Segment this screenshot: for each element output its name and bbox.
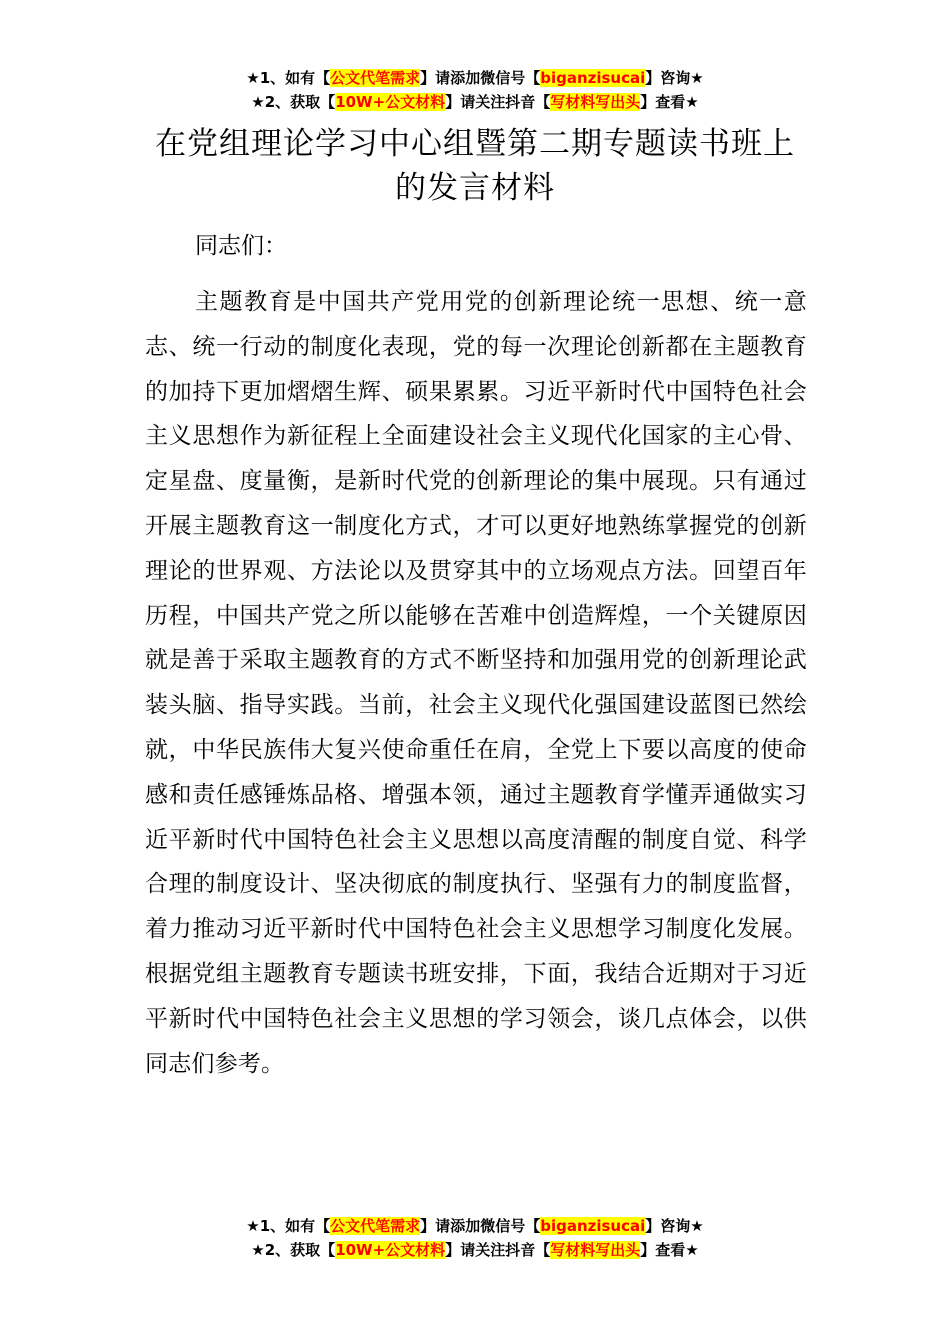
promo-service-highlight: 公文代笔需求 [330, 1217, 421, 1235]
promo-line-2 [0, 1238, 950, 1262]
promo-materials-highlight: 10W+公文材料 [335, 93, 446, 111]
promo-line-1-mid: 】请添 [420, 1217, 466, 1235]
promo-line-1-mid: 】请添 [420, 69, 466, 87]
footer-promo-banner [0, 1214, 950, 1262]
promo-line-1-prefix: ★1、如有【 [246, 69, 331, 87]
promo-line-2 [0, 90, 950, 114]
header-promo-banner [0, 66, 950, 114]
promo-line-1 [0, 1214, 950, 1238]
promo-line-1 [0, 66, 950, 90]
document-title: 在党组理论学习中心组暨第二期专题读书班上的发言材料 [155, 126, 795, 206]
promo-line-1-prefix: ★1、如有【 [246, 1217, 331, 1235]
promo-line-1-mid2: 微信号【 [480, 69, 541, 87]
promo-line-2-mid: 】请 [445, 93, 476, 111]
promo-line-2-mid2: 抖音【 [505, 1241, 551, 1259]
promo-line-1-bold: 加 [465, 69, 481, 87]
promo-service-highlight: 公文代笔需求 [330, 69, 421, 87]
promo-line-2-bold: 关注 [475, 93, 506, 111]
promo-wechat-id: biganzisucai [540, 69, 646, 87]
body-paragraph: 主题教育是中国共产党用党的创新理论统一思想、统一意志、统一行动的制度化表现，党的每一次理论创新都在主题教育的加持下更加熠熠生辉、硕果累累。习近平新时代中国特色社会主义思想作为新征程上全面建设社会主义现代化国家的主心骨、定星盘、度量衡，是新时代党的创新理论的集中展现。只有通过开展主题教育这一制度化方式，才可以更好地熟练掌握党的创新理论的世界观、方法论以及贯穿其中的立场观点方法。回望百年历程，中国共产党之所以能够在苦难中创造辉煌，一个关键原因就是善于采取主题教育的方式不断坚持和加强用党的创新理论武装头脑、指导实践。当前，社会主义现代化强国建设蓝图已然绘就，中华民族伟大复兴使命重任在肩，全党上下要以高度的使命感和责任感锤炼品格、增强本领，通过主题教育学懂弄通做实习近平新时代中国特色社会主义思想以高度清醒的制度自觉、科学合理的制度设计、坚决彻底的制度执行、坚强有力的制度监督，着力推动习近平新时代中国特色社会主义思想学习制度化发展。根据党组主题教育专题读书班安排，下面，我结合近期对于习近平新时代中国特色社会主义思想的学习领会，谈几点体会，以供同志们参考。 [145, 289, 807, 1077]
promo-line-2-suffix: 】查看★ [640, 1241, 699, 1259]
promo-line-2-bold: 关注 [475, 1241, 506, 1259]
promo-line-1-bold: 加 [465, 1217, 481, 1235]
promo-wechat-id: biganzisucai [540, 1217, 646, 1235]
promo-line-2-prefix: ★2、获取【 [251, 1241, 336, 1259]
promo-line-2-mid2: 抖音【 [505, 93, 551, 111]
promo-line-1-mid2: 微信号【 [480, 1217, 541, 1235]
promo-line-2-mid: 】请 [445, 1241, 476, 1259]
promo-line-1-suffix: 】咨询★ [645, 69, 704, 87]
promo-douyin-account: 写材料写出头 [550, 93, 641, 111]
promo-line-2-prefix: ★2、获取【 [251, 93, 336, 111]
greeting: 同志们： [195, 233, 287, 259]
promo-line-1-suffix: 】咨询★ [645, 1217, 704, 1235]
promo-line-2-suffix: 】查看★ [640, 93, 699, 111]
promo-douyin-account: 写材料写出头 [550, 1241, 641, 1259]
promo-materials-highlight: 10W+公文材料 [335, 1241, 446, 1259]
